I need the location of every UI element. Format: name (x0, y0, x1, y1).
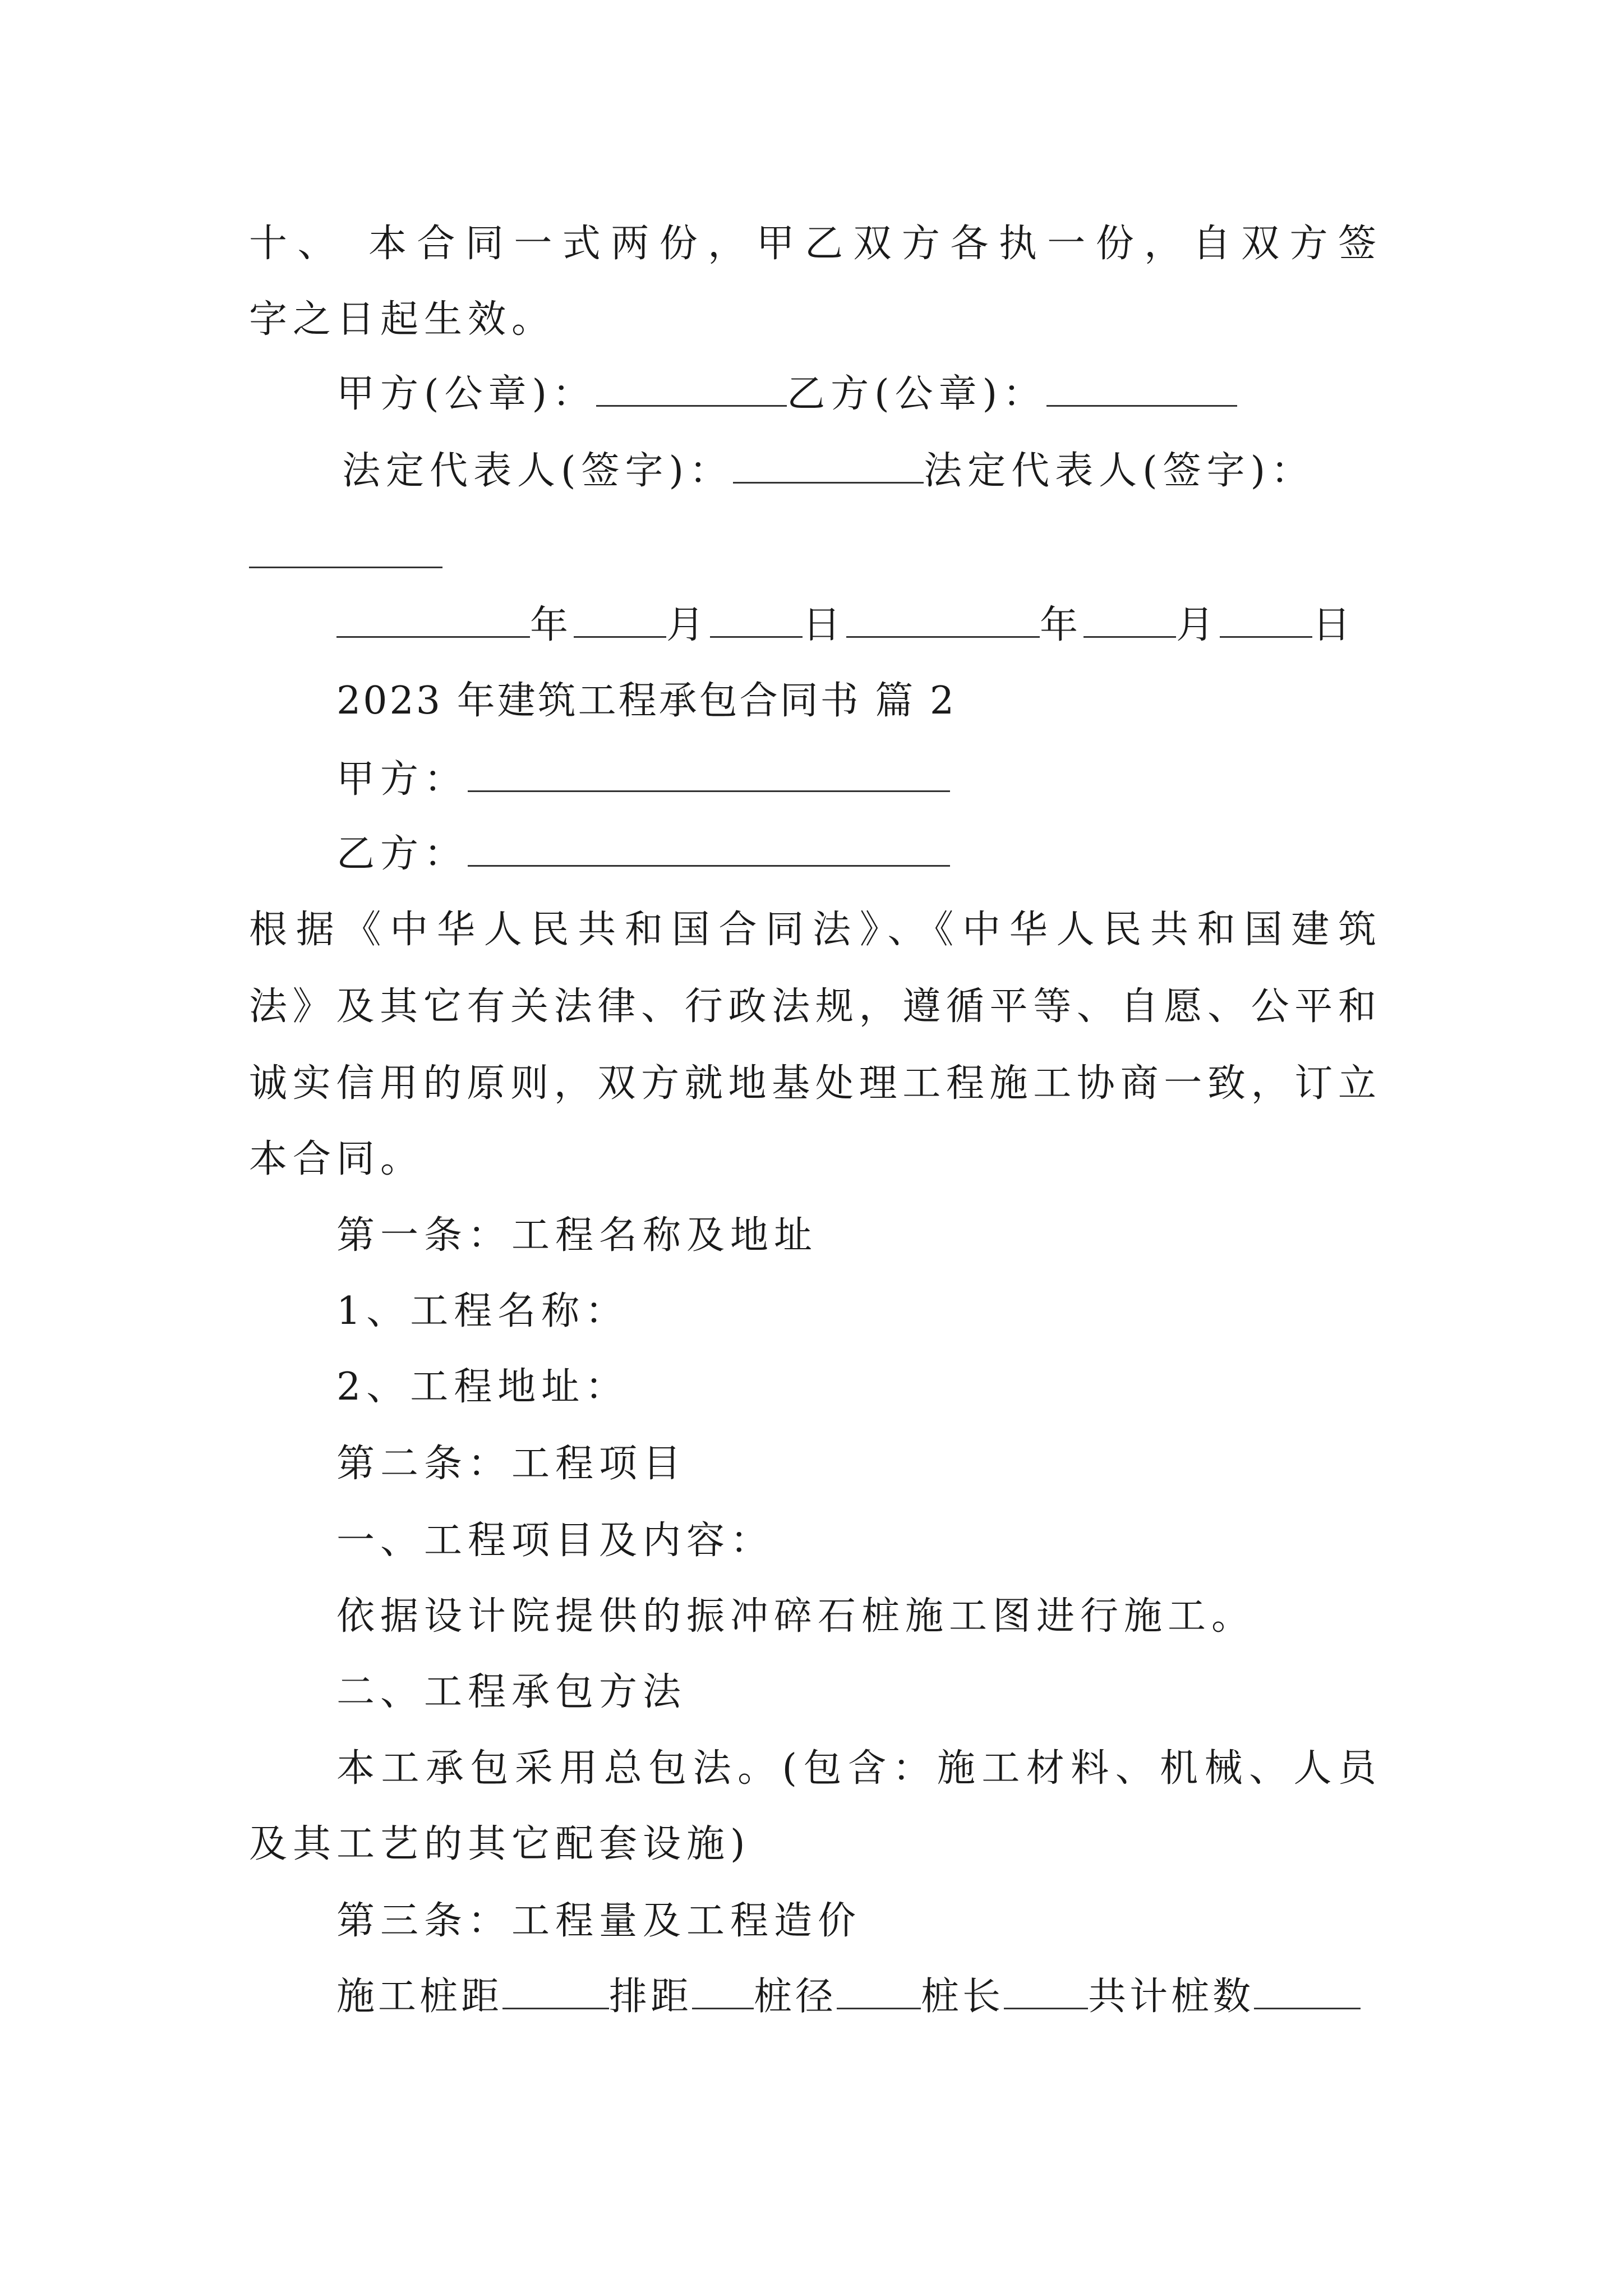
party-b-seal-blank (1046, 371, 1237, 407)
row-spacing-label: 排距 (609, 1975, 693, 2019)
day-label-1: 日 (803, 603, 847, 647)
day-blank-1 (710, 602, 803, 638)
party-b-rep-label: 法定代表人(签字)： (924, 449, 1315, 493)
party-a-blank (468, 757, 950, 792)
party-a-seal-label: 甲方(公章)： (336, 372, 597, 416)
clause-ten-line-2: 字之日起生效。 (249, 297, 556, 342)
article-3-heading: 第三条：工程量及工程造价 (336, 1899, 862, 1943)
party-b-seal-label: 乙方(公章)： (787, 372, 1047, 416)
date-line (336, 600, 1356, 651)
preamble-line-4: 本合同。 (249, 1137, 425, 1181)
preamble-line-2: 法》及其它有关法律、行政法规，遵循平等、自愿、公平和 (249, 984, 1376, 1029)
party-b-blank (468, 831, 950, 867)
day-label-2: 日 (1312, 603, 1357, 647)
section-2-text-line-1: 本工承包采用总包法。(包含：施工材料、机械、人员 (336, 1746, 1376, 1791)
month-label-1: 月 (666, 603, 711, 647)
clause-ten-line-1: 十、 本合同一式两份，甲乙双方各执一份，自双方签 (249, 222, 1376, 266)
party-a-label: 甲方： (336, 757, 468, 802)
party-a-rep-label: 法定代表人(签字)： (342, 449, 734, 493)
year-label-1: 年 (530, 603, 574, 647)
section-2-heading: 二、工程承包方法 (336, 1670, 687, 1714)
year-blank-2 (846, 602, 1040, 638)
party-b-line (336, 829, 950, 880)
preamble-line-3: 诚实信用的原则，双方就地基处理工程施工协商一致，订立 (249, 1061, 1376, 1106)
article-1-heading: 第一条：工程名称及地址 (336, 1213, 818, 1258)
seal-line (336, 369, 1237, 420)
section-1-text: 依据设计院提供的振冲碎石桩施工图进行施工。 (336, 1594, 1256, 1639)
pile-length-label: 桩长 (921, 1975, 1004, 2019)
representative-line (342, 446, 1315, 496)
pile-diameter-label: 桩径 (754, 1975, 837, 2019)
pile-spacing-blank (502, 1974, 609, 2009)
pile-total-blank (1254, 1974, 1361, 2009)
pile-spec-line (336, 1972, 1361, 2022)
section-2-text-line-2: 及其工艺的其它配套设施) (249, 1822, 751, 1866)
pile-length-blank (1004, 1974, 1088, 2009)
party-a-line (336, 754, 950, 805)
day-blank-2 (1220, 602, 1312, 638)
year-label-2: 年 (1040, 603, 1084, 647)
preamble-line-1: 根据《中华人民共和国合同法》、《中华人民共和国建筑 (249, 908, 1376, 952)
party-b-label: 乙方： (336, 832, 468, 876)
party-a-seal-blank (596, 371, 787, 407)
pile-total-label: 共计桩数 (1088, 1975, 1255, 2019)
month-label-2: 月 (1176, 603, 1220, 647)
item-project-address: 2、工程地址： (336, 1365, 629, 1409)
contract-title-2: 2023 年建筑工程承包合同书 篇 2 (336, 679, 957, 723)
pile-diameter-blank (837, 1974, 921, 2009)
article-2-heading: 第二条：工程项目 (336, 1442, 687, 1486)
year-blank-1 (336, 602, 530, 638)
party-b-rep-blank (249, 567, 442, 568)
party-a-rep-blank (733, 448, 924, 484)
month-blank-2 (1083, 602, 1176, 638)
pile-spacing-label: 施工桩距 (336, 1975, 503, 2019)
section-1-heading: 一、工程项目及内容： (336, 1519, 774, 1563)
row-spacing-blank (692, 1974, 754, 2009)
month-blank-1 (574, 602, 666, 638)
item-project-name: 1、工程名称： (336, 1289, 629, 1333)
